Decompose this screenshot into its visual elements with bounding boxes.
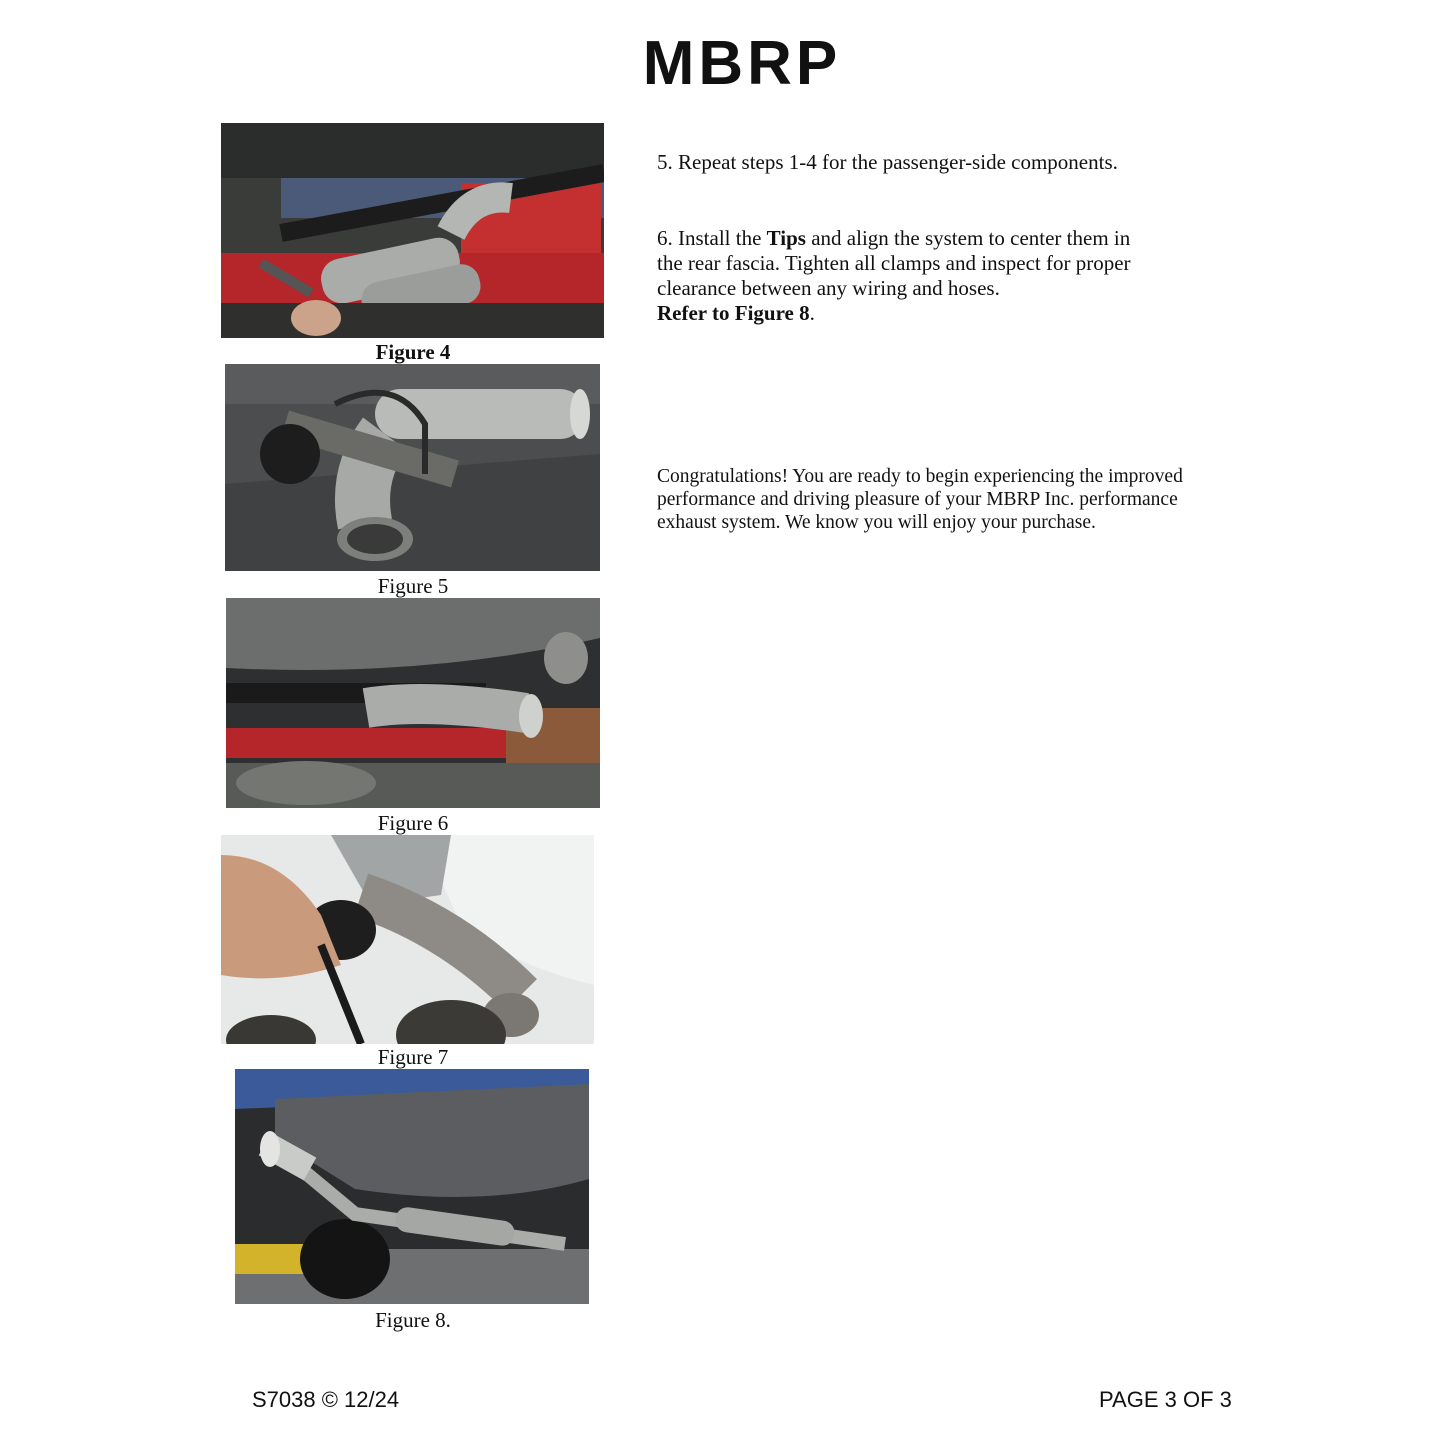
- footer-page-number: PAGE 3 OF 3: [1099, 1387, 1232, 1412]
- figure-8-caption: Figure 8.: [375, 1308, 451, 1332]
- congratulations-text: [657, 465, 1217, 534]
- step-6-reference: [657, 301, 1217, 326]
- step-6-line-1-rest: and align the system to center them in: [805, 226, 1131, 250]
- figure-7-caption: Figure 7: [377, 1045, 449, 1069]
- step-6-prefix: 6. Install the: [657, 226, 767, 250]
- figure-4-caption: Figure 4: [375, 340, 451, 364]
- figure-4-photo: [221, 123, 604, 338]
- logo-text: MBRP: [642, 34, 842, 88]
- congrats-line-2: performance and driving pleasure of your MBRP Inc. performance: [657, 489, 1178, 510]
- congrats-line-3: exhaust system. We know you will enjoy your purchase.: [657, 512, 1096, 533]
- figure-6-photo: [226, 598, 600, 808]
- figure-5-photo: [225, 364, 600, 571]
- step-6-line-1: [657, 226, 1217, 251]
- figure-6-caption: Figure 6: [377, 811, 449, 835]
- step-6-reference-end: .: [809, 301, 815, 325]
- mbrp-logo-graphic: [607, 34, 877, 88]
- step-6-line-2: the rear fascia. Tighten all clamps and inspect for proper: [657, 251, 1131, 275]
- step-6-tips-bold: Tips: [766, 226, 806, 250]
- step-5-text: [657, 150, 1217, 175]
- step-5-line: 5. Repeat steps 1-4 for the passenger-side components.: [657, 150, 1118, 174]
- mbrp-logo: [607, 34, 877, 88]
- step-6-text: [657, 226, 1217, 326]
- step-6-line-3: clearance between any wiring and hoses.: [657, 276, 1000, 300]
- figure-7-photo: [221, 835, 594, 1044]
- congrats-line-1: Congratulations! You are ready to begin experiencing the improved: [657, 466, 1183, 487]
- footer-doc-id: S7038 © 12/24: [252, 1387, 400, 1412]
- step-6-reference-bold: Refer to Figure 8: [657, 301, 810, 325]
- figure-5-caption: Figure 5: [377, 574, 449, 598]
- figure-8-photo: [235, 1069, 589, 1304]
